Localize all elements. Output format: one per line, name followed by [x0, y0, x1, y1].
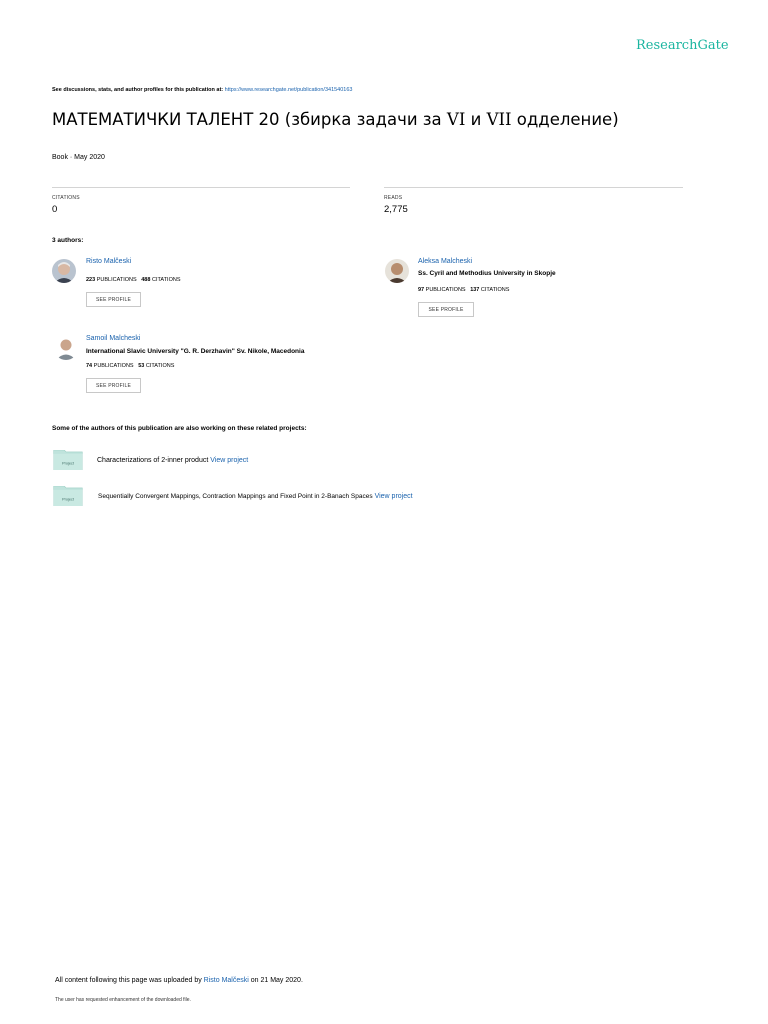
see-profile-button[interactable]: SEE PROFILE — [86, 292, 141, 307]
author-publications-count: 97 — [418, 287, 425, 293]
author-citations-label: CITATIONS — [151, 277, 181, 283]
see-profile-button[interactable]: SEE PROFILE — [86, 378, 141, 393]
project-item — [98, 493, 413, 500]
author-publications-label: PUBLICATIONS — [93, 363, 134, 369]
author-publications-label: PUBLICATIONS — [425, 287, 466, 293]
project-title: Characterizations of 2-inner product — [97, 457, 209, 464]
author-stats — [418, 287, 509, 293]
view-project-link[interactable]: View project — [374, 493, 413, 500]
author-citations-count: 53 — [138, 363, 145, 369]
discussion-line — [52, 87, 352, 93]
author-stats — [86, 277, 181, 283]
upload-info — [55, 977, 303, 984]
related-projects-header: Some of the authors of this publication are also working on these related projects: — [52, 425, 307, 432]
discussion-text: See discussions, stats, and author profiles for this publication at: — [52, 87, 224, 93]
author-name-link[interactable]: Risto Malčeski — [86, 258, 132, 265]
researchgate-logo[interactable]: ResearchGate — [636, 38, 729, 53]
author-institution: International Slavic University "G. R. Derzhavin" Sv. Nikole, Macedonia — [86, 348, 305, 355]
author-publications-count: 223 — [86, 277, 96, 283]
avatar[interactable] — [52, 259, 76, 283]
reads-label: READS — [384, 195, 403, 201]
upload-suffix: on 21 May 2020. — [250, 977, 303, 984]
title-vii: VII — [486, 110, 512, 129]
title-part2: одделение) — [511, 110, 619, 129]
reads-value: 2,775 — [384, 204, 408, 215]
author-photo-icon — [52, 259, 76, 283]
publication-title — [52, 110, 619, 129]
author-photo-icon — [385, 259, 409, 283]
reads-divider — [384, 187, 683, 188]
author-photo-icon — [54, 336, 78, 360]
author-citations-count: 137 — [470, 287, 480, 293]
author-stats — [86, 363, 174, 369]
project-icon-label: Project — [62, 461, 74, 466]
title-vi: VI — [446, 110, 466, 129]
title-and: и — [465, 110, 487, 129]
authors-header: 3 authors: — [52, 237, 84, 244]
author-citations-label: CITATIONS — [145, 363, 175, 369]
citations-value: 0 — [52, 204, 58, 215]
enhancement-note: The user has requested enhancement of the downloaded file. — [55, 997, 191, 1003]
project-folder-icon[interactable] — [53, 450, 83, 475]
see-profile-button[interactable]: SEE PROFILE — [418, 302, 474, 317]
author-name-link[interactable]: Aleksa Malcheski — [418, 258, 473, 265]
project-icon-label: Project — [62, 497, 74, 502]
author-publications-count: 74 — [86, 363, 93, 369]
project-item — [97, 457, 248, 464]
citations-label: CITATIONS — [52, 195, 80, 201]
title-part1: МАТЕМАТИЧКИ ТАЛЕНТ 20 (збирка задачи за — [52, 110, 447, 129]
citations-divider — [52, 187, 350, 188]
upload-prefix: All content following this page was uploaded by — [55, 977, 202, 984]
uploader-link[interactable]: Risto Malčeski — [203, 977, 249, 984]
project-title: Sequentially Convergent Mappings, Contraction Mappings and Fixed Point in 2-Banach Spaces — [98, 493, 373, 500]
publication-url-link[interactable]: https://www.researchgate.net/publication/341540163 — [224, 87, 353, 93]
author-institution: Ss. Cyril and Methodius University in Skopje — [418, 270, 556, 277]
avatar[interactable] — [54, 336, 78, 360]
author-publications-label: PUBLICATIONS — [96, 277, 137, 283]
publication-type-date: Book · May 2020 — [52, 154, 105, 161]
author-citations-count: 488 — [141, 277, 151, 283]
author-citations-label: CITATIONS — [480, 287, 510, 293]
avatar[interactable] — [385, 259, 409, 283]
project-folder-icon[interactable] — [53, 486, 83, 511]
view-project-link[interactable]: View project — [210, 457, 249, 464]
author-name-link[interactable]: Samoil Malcheski — [86, 335, 141, 342]
